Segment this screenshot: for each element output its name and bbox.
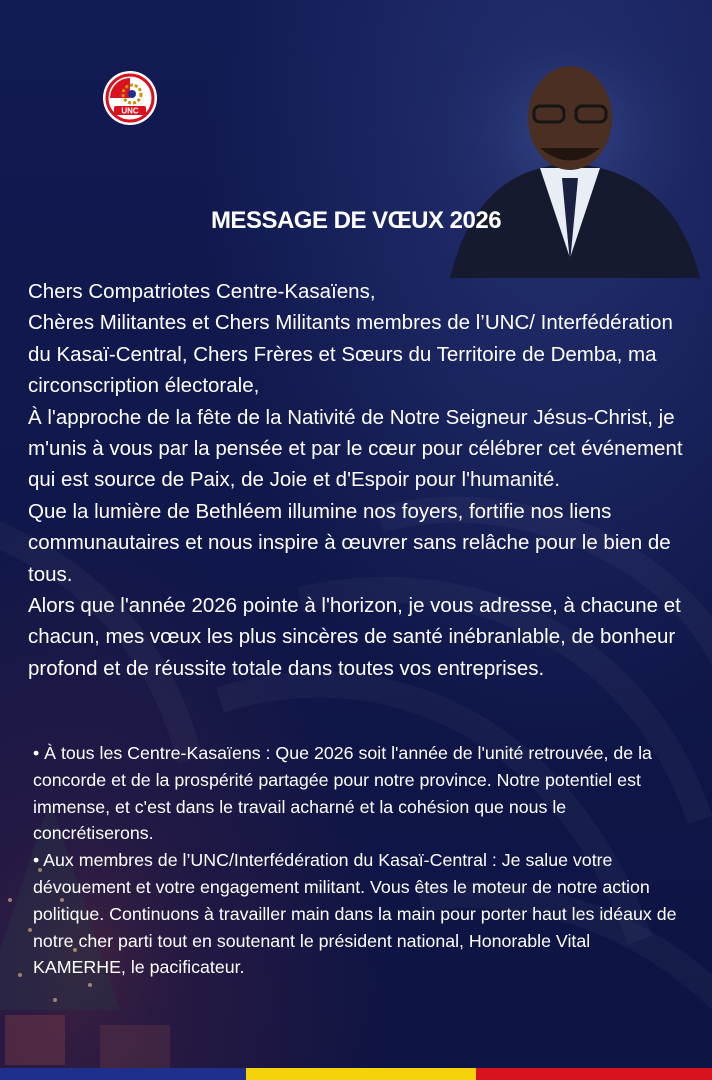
greeting-compatriots: Chers Compatriotes Centre-Kasaïens, (28, 280, 376, 303)
greeting-militants: Chères Militantes et Chers Militants membres de l’UNC/ Interfédération du Kasaï-Central, Chers Frères et Sœurs du Territoire de Demba, ma circonscription électorale, (28, 311, 673, 398)
nativity-paragraph: À l'approche de la fête de la Nativité de Notre Seigneur Jésus-Christ, je m'unis à vous par la pensée et par le cœur pour célébrer cet événement qui est source de Paix, de Joie et d'Espoir pour l'humanité. (28, 405, 683, 492)
flag-stripe-red (476, 1068, 712, 1080)
portrait-photo (430, 38, 712, 278)
unc-logo (102, 70, 158, 126)
bullet-list (33, 740, 683, 981)
page-title: MESSAGE DE VŒUX 2026 (210, 207, 502, 234)
bullet-centre-kasaiens: • À tous les Centre-Kasaïens : Que 2026 soit l'année de l'unité retrouvée, de la concorde et de la prospérité partagée pour notre province. Notre potentiel est immense, et c'est dans le travail acharné et la cohésion que nous le concrétiserons. (33, 743, 652, 844)
bethlehem-paragraph: Que la lumière de Bethléem illumine nos foyers, fortifie nos liens communautaires et nous inspire à œuvrer sans relâche pour le bien de tous. (28, 499, 671, 586)
flag-stripe-yellow (246, 1068, 476, 1080)
new-year-paragraph: Alors que l'année 2026 pointe à l'horizon, je vous adresse, à chacune et chacun, mes vœux les plus sincères de santé inébranlable, de bonheur profond et de réussite totale dans toutes vos entreprises. (28, 594, 681, 680)
bullet-unc-members: • Aux membres de l’UNC/Interfédération du Kasaï-Central : Je salue votre dévouement et votre engagement militant. Vous êtes le moteur de notre action politique. Continuons à travailler main dans la main pour porter haut les idéaux de notre cher parti tout en soutenant le président national, Honorable Vital KAMERHE, le pacificateur. (33, 850, 677, 978)
logo-text: UNC (121, 106, 139, 116)
intro-message (28, 276, 698, 684)
flag-stripe-blue (0, 1068, 246, 1080)
